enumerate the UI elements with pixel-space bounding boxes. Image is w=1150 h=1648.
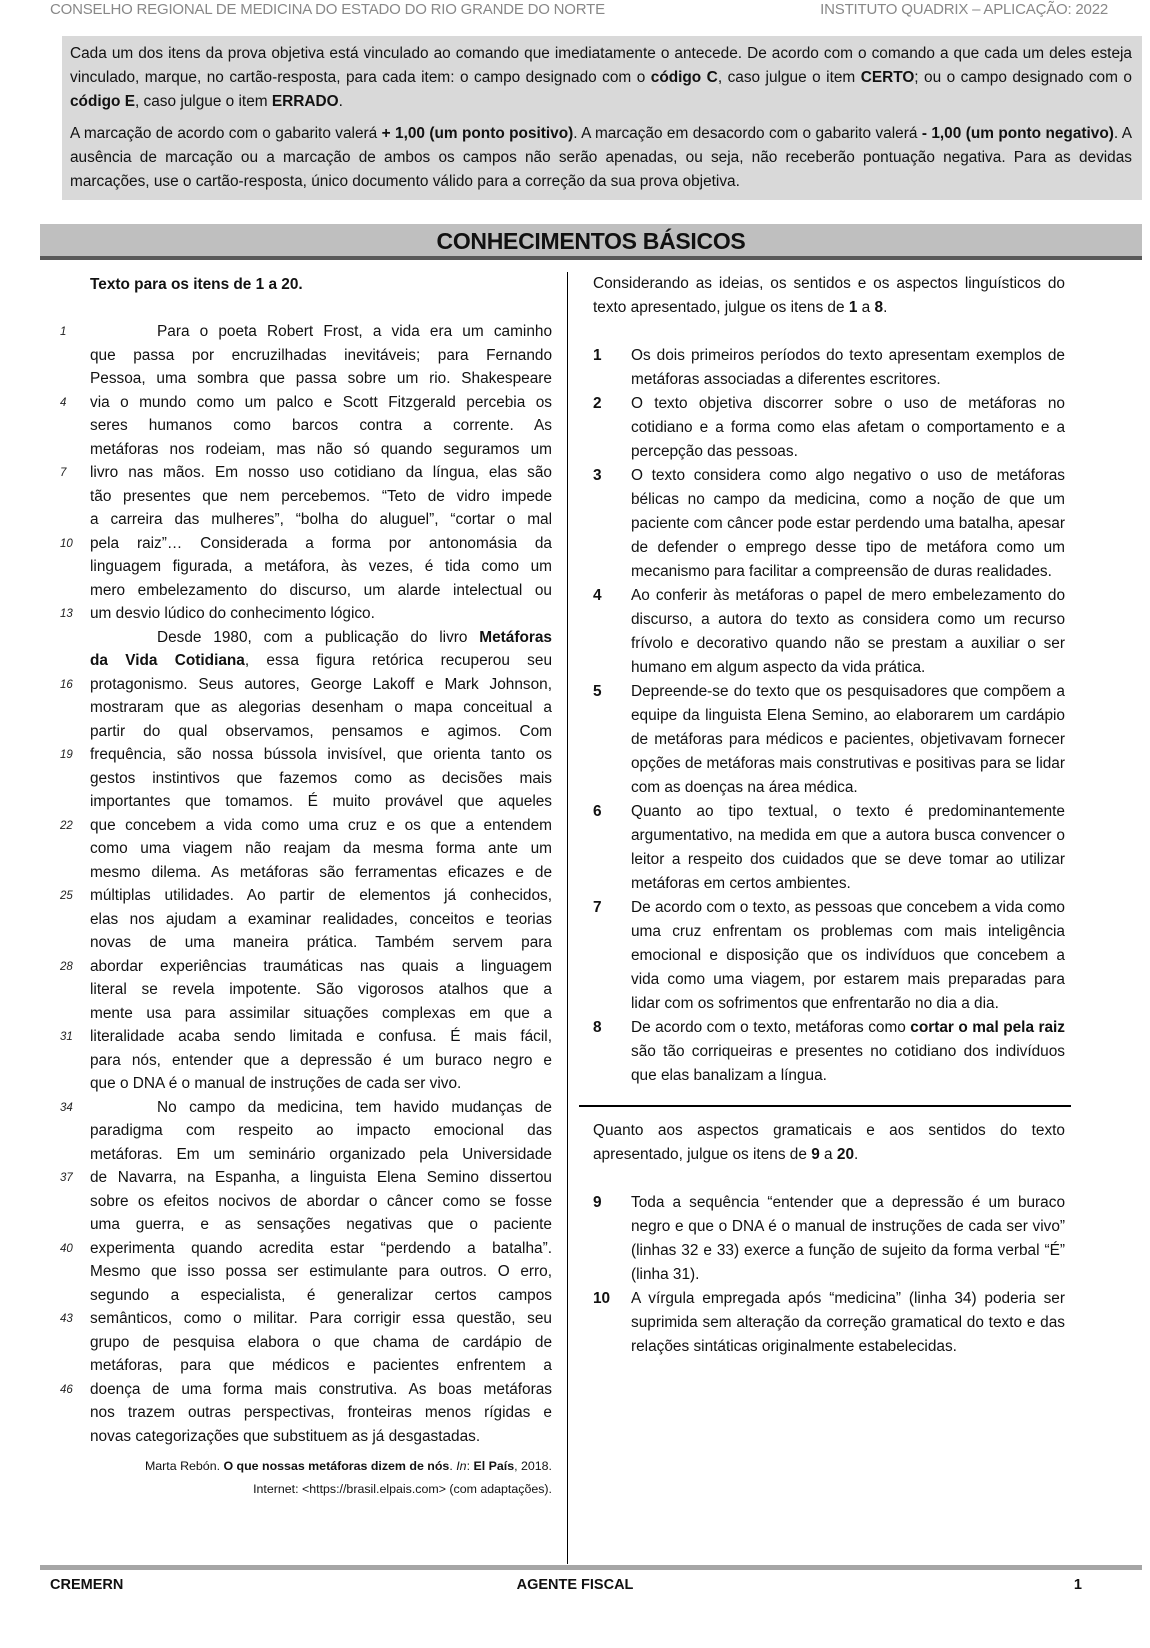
bold-text: da Vida Cotidiana — [90, 652, 245, 669]
text-run: ; ou o campo designado com o — [914, 69, 1132, 86]
text-run: via o mundo como um palco e Scott Fitzgerald percebia os — [90, 393, 552, 411]
line-text — [90, 1331, 552, 1355]
passage-line — [60, 414, 552, 438]
bold-text: código C — [650, 69, 718, 86]
item-text — [631, 1019, 1065, 1084]
passage-line — [60, 696, 552, 720]
passage-line — [60, 438, 552, 462]
text-run: De acordo com o texto, as pessoas que concebem a vida como uma cruz enfrentam os problemas com mais inteligência emocional e disposição que os indivíduos que concebem a vida como uma viagem, por estarem mais preparadas para lidar com os sofrimentos que enfrentarão no dia a dia. — [631, 899, 1065, 1012]
line-text — [90, 1096, 552, 1120]
passage-line — [60, 1425, 552, 1449]
text-run: . — [854, 1146, 859, 1163]
text-run: experimenta quando acredita estar “perdendo a batalha”. — [90, 1239, 552, 1257]
text-run: livro nas mãos. Em nosso uso cotidiano da língua, elas são — [90, 464, 552, 481]
line-number: 25 — [60, 890, 73, 902]
line-text — [90, 1072, 552, 1096]
question-item — [593, 344, 1065, 392]
text-run: a — [857, 299, 875, 316]
line-text — [90, 861, 552, 885]
passage-line — [60, 1002, 552, 1026]
text-run: Pessoa, uma sombra que passa sobre um rio. Shakespeare — [90, 370, 552, 387]
line-text — [90, 720, 552, 744]
text-run: De acordo com o texto, metáforas como — [631, 1019, 911, 1036]
instructions-paragraph-2 — [70, 122, 1132, 194]
text-run: frequência, são nossa bússola invisível, que orienta tanto os — [90, 746, 552, 763]
text-run: uma guerra, e as sensações negativas que o paciente — [90, 1216, 552, 1233]
line-text — [90, 579, 552, 603]
text-run: A marcação de acordo com o gabarito valerá — [70, 125, 382, 142]
line-text — [90, 414, 552, 438]
header-organization: CONSELHO REGIONAL DE MEDICINA DO ESTADO DO RIO GRANDE DO NORTE — [50, 1, 605, 18]
passage-line — [60, 720, 552, 744]
passage-line — [60, 579, 552, 603]
passage-line — [60, 1284, 552, 1308]
passage-line — [60, 461, 552, 485]
line-text — [90, 1166, 552, 1190]
passage-line — [60, 1096, 552, 1120]
line-text — [90, 767, 552, 791]
text-run: de Navarra, na Espanha, a linguista Elena Semino dissertou — [90, 1169, 552, 1186]
passage-text — [60, 320, 552, 1448]
text-run: Quanto ao tipo textual, o texto é predominantemente argumentativo, na medida em que a autora busca convencer o leitor a respeito dos cuidados que se deve tomar ao utilizar metáforas em certos ambientes. — [631, 803, 1065, 892]
line-number: 16 — [60, 678, 73, 691]
passage-line — [60, 555, 552, 579]
item-text — [631, 803, 1065, 892]
text-run: , caso julgue o item — [134, 93, 272, 110]
item-number: 2 — [593, 395, 602, 412]
questions-column — [593, 272, 1065, 1359]
line-text — [90, 837, 552, 861]
line-number: 7 — [60, 467, 67, 479]
line-text — [90, 320, 552, 344]
item-number: 3 — [593, 467, 602, 484]
bold-text: código E — [70, 93, 135, 110]
question-item — [593, 800, 1065, 896]
question-item — [593, 1191, 1065, 1287]
text-run: são tão corriqueiras e presentes no cotidiano dos indivíduos que elas banalizam a língua. — [631, 1043, 1065, 1084]
text-run: doença de uma forma mais construtiva. As boas metáforas — [90, 1380, 552, 1398]
text-run: um desvio lúdico do conhecimento lógico. — [90, 605, 375, 622]
passage-line — [60, 931, 552, 955]
passage-line — [60, 837, 552, 861]
text-run: Ao conferir às metáforas o papel de mero embelezamento do discurso, a autora do texto as considera como um recurso frívolo e decorativo quando não se prestam a auxiliar o ser humano em algum aspecto da vida prática. — [631, 587, 1065, 676]
passage-line — [60, 673, 552, 697]
passage-line — [60, 790, 552, 814]
text-run: elas nos ajudam a examinar realidades, conceitos e teorias — [90, 910, 552, 928]
bold-text: Metáforas — [479, 628, 552, 646]
passage-line — [60, 814, 552, 838]
bold-text: + 1,00 (um ponto positivo) — [381, 125, 574, 142]
text-run: partir do qual observamos, pensamos e agimos. Com — [90, 722, 552, 740]
line-text — [90, 532, 552, 556]
item-number: 5 — [593, 683, 602, 700]
bold-text: 1 — [848, 299, 858, 316]
text-run: Os dois primeiros períodos do texto apresentam exemplos de metáforas associadas a diferentes escritores. — [631, 347, 1065, 388]
text-run: pela raiz”… Considerada a forma por antonomásia da — [90, 534, 552, 552]
text-run: , essa figura retórica recuperou seu — [244, 652, 552, 669]
passage-line — [60, 626, 552, 650]
text-run: mesmo dilema. As metáforas são ferramentas eficazes e de — [90, 863, 552, 881]
passage-line — [60, 978, 552, 1002]
text-run: literalidade acaba sendo limitada e confusa. É mais fácil, — [90, 1028, 552, 1045]
passage-line — [60, 955, 552, 979]
text-run: metáforas, para que médicos e pacientes enfrentem a — [90, 1357, 552, 1374]
passage-line — [60, 391, 552, 415]
passage-line — [60, 485, 552, 509]
bold-text: El País — [473, 1459, 515, 1473]
line-number: 1 — [60, 326, 67, 338]
question-item — [593, 584, 1065, 680]
text-run: Cada um dos itens da prova objetiva está vinculado ao comando que imediatamente o antecede. De acordo com o comando a que cada um deles esteja vinculado, marque, no cartão-resposta, para cada item: o campo designado com o — [70, 45, 1132, 86]
text-run: . — [338, 93, 343, 110]
text-run: . — [883, 299, 888, 316]
passage-line — [60, 1378, 552, 1402]
text-run: que concebem a vida como uma cruz e os que a entendem — [90, 816, 552, 834]
text-run: metáforas. Em um seminário organizado pela Universidade — [90, 1145, 552, 1163]
text-run: Desde 1980, com a publicação do livro — [157, 628, 480, 646]
text-run: , caso julgue o item — [717, 69, 861, 86]
question-item — [593, 1287, 1065, 1359]
line-text — [90, 1119, 552, 1143]
item-text — [631, 587, 1065, 676]
text-run: Marta Rebón. — [144, 1459, 224, 1473]
text-run: que o DNA é o manual de instruções de cada ser vivo. — [90, 1075, 462, 1092]
text-run: tão presentes que nem percebemos. “Teto de vidro impede — [90, 487, 552, 505]
line-text — [90, 743, 552, 767]
text-run: para nós, entender que a depressão é um buraco negro e — [90, 1051, 552, 1069]
footer-position: AGENTE FISCAL — [516, 1577, 634, 1593]
text-run: . — [449, 1459, 457, 1473]
line-number: 37 — [60, 1172, 73, 1184]
passage-line — [60, 1072, 552, 1096]
line-text — [90, 1143, 552, 1167]
line-text — [90, 367, 552, 391]
text-run: O texto considera como algo negativo o uso de metáforas bélicas no campo da medicina, como a noção de que um paciente com câncer pode estar perdendo uma batalha, apesar de defender o emprego desse tipo de metáfora como um mecanismo para facilitar a compreensão de duras realidades. — [631, 467, 1065, 580]
item-number: 6 — [593, 803, 602, 820]
line-text — [90, 1025, 552, 1049]
passage-line — [60, 320, 552, 344]
passage-line — [60, 1331, 552, 1355]
bold-text: O que nossas metáforas dizem de nós — [223, 1459, 450, 1473]
passage-line — [60, 1213, 552, 1237]
text-run: mero embelezamento do discurso, um alarde intelectual ou — [90, 581, 552, 599]
line-text — [90, 1401, 552, 1425]
passage-line — [60, 1260, 552, 1284]
text-run: , 2018. — [514, 1459, 552, 1473]
text-run: grupo de pesquisa elabora o que chama de cardápio de — [90, 1333, 552, 1351]
passage-line — [60, 1119, 552, 1143]
block1-command — [593, 272, 1065, 320]
block1-items — [593, 344, 1065, 1088]
line-text — [90, 508, 552, 532]
item-text — [631, 1194, 1065, 1283]
passage-line — [60, 1049, 552, 1073]
passage-line — [60, 344, 552, 368]
text-run: Quanto aos aspectos gramaticais e aos sentidos do texto apresentado, julgue os itens de — [593, 1122, 1065, 1163]
text-run: paradigma com respeito ao impacto emocional das — [90, 1122, 552, 1139]
text-run: sobre os efeitos nocivos de abordar o câncer como se fosse — [90, 1192, 552, 1210]
text-run: No campo da medicina, tem havido mudanças de — [157, 1098, 552, 1116]
text-run: . A ausência de marcação ou a marcação de ambos os campos não serão apenadas, ou seja, não receberão pontuação negativa. Para as devidas marcações, use o cartão-resposta, único documento válido para a correção da sua prova objetiva. — [70, 125, 1132, 190]
question-item — [593, 1016, 1065, 1088]
text-run: literal se revela impotente. São vigorosos atalhos que a — [90, 981, 552, 998]
text-run: múltiplas utilidades. Ao partir de elementos já conhecidos, — [90, 887, 552, 904]
line-text — [90, 814, 552, 838]
line-text — [90, 1284, 552, 1308]
block2-command — [593, 1119, 1065, 1167]
line-text — [90, 673, 552, 697]
text-run: Toda a sequência “entender que a depressão é um buraco negro e que o DNA é o manual de instruções de cada ser vivo” (linhas 32 e 33) exerce a função de sujeito da forma verbal “É” (linha 31). — [631, 1194, 1065, 1283]
line-number: 40 — [60, 1242, 73, 1255]
line-text — [90, 696, 552, 720]
item-number: 8 — [593, 1019, 602, 1036]
line-text — [90, 1190, 552, 1214]
passage-citation — [60, 1455, 552, 1501]
header-exam-info: INSTITUTO QUADRIX – APLICAÇÃO: 2022 — [820, 1, 1108, 18]
line-text — [90, 1049, 552, 1073]
passage-line — [60, 1401, 552, 1425]
line-text — [90, 1260, 552, 1284]
line-text — [90, 555, 552, 579]
text-run: Mesmo que isso possa ser estimulante para outros. O erro, — [90, 1263, 552, 1280]
column-divider — [567, 272, 568, 1564]
text-run: mente usa para assimilar situações complexas em que a — [90, 1004, 552, 1022]
bold-text: cortar o mal pela raiz — [910, 1019, 1065, 1036]
text-run: novas categorizações que substituem as já desgastadas. — [90, 1427, 481, 1445]
footer-rule — [40, 1565, 1142, 1570]
item-text — [631, 395, 1065, 460]
passage-line — [60, 1025, 552, 1049]
line-text — [90, 344, 552, 368]
text-run: nos trazem outras perspectivas, fronteiras menos rígidas e — [90, 1404, 552, 1421]
line-number: 19 — [60, 749, 73, 761]
passage-line — [60, 1307, 552, 1331]
text-run: Para o poeta Robert Frost, a vida era um caminho — [157, 323, 552, 340]
passage-line — [60, 532, 552, 556]
block2-items — [593, 1191, 1065, 1359]
passage-line — [60, 1237, 552, 1261]
page-header — [0, 0, 1150, 22]
text-run: a carreira das mulheres”, “bolha do aluguel”, “cortar o mal — [90, 511, 552, 528]
line-text — [90, 602, 552, 626]
line-text — [90, 931, 552, 955]
instructions-box — [62, 36, 1142, 200]
passage-line — [60, 508, 552, 532]
text-run: metáforas nos rodeiam, mas não só quando seguramos um — [90, 440, 552, 458]
line-number: 28 — [60, 960, 73, 973]
line-text — [90, 884, 552, 908]
line-text — [90, 1307, 552, 1331]
item-text — [631, 1290, 1065, 1355]
text-run: importantes que tomamos. É muito provável que aqueles — [90, 793, 552, 810]
bold-text: 20 — [836, 1146, 855, 1163]
question-item — [593, 464, 1065, 584]
item-number: 1 — [593, 347, 602, 364]
text-run: seres humanos como barcos contra a corrente. As — [90, 417, 552, 434]
line-text — [90, 1237, 552, 1261]
item-text — [631, 347, 1065, 388]
line-number: 10 — [60, 537, 73, 550]
text-run: novas de uma maneira prática. Também servem para — [90, 934, 552, 951]
question-item — [593, 896, 1065, 1016]
line-text — [90, 790, 552, 814]
text-run: : — [466, 1459, 474, 1473]
bold-text: CERTO — [860, 69, 915, 86]
item-number: 4 — [593, 587, 602, 604]
text-run: abordar experiências traumáticas nas quais a linguagem — [90, 957, 552, 975]
text-run: mostraram que as alegorias desenham o mapa conceitual a — [90, 699, 552, 716]
line-text — [90, 1213, 552, 1237]
line-number: 46 — [60, 1383, 73, 1396]
passage-line — [60, 861, 552, 885]
line-text — [90, 438, 552, 462]
text-run: Considerando as ideias, os sentidos e os aspectos linguísticos do texto apresentado, julgue os itens de — [593, 275, 1065, 316]
passage-line — [60, 649, 552, 673]
line-number: 13 — [60, 608, 73, 620]
item-text — [631, 467, 1065, 580]
passage-line — [60, 1143, 552, 1167]
text-run: como uma viagem não reajam da mesma forma ante um — [90, 840, 552, 857]
text-run: linguagem figurada, a metáfora, às vezes, é tida como um — [90, 558, 552, 575]
passage-line — [60, 602, 552, 626]
line-text — [90, 978, 552, 1002]
line-number: 31 — [60, 1031, 73, 1043]
bold-text: ERRADO — [271, 93, 339, 110]
line-text — [90, 391, 552, 415]
passage-line — [60, 367, 552, 391]
passage-line — [60, 908, 552, 932]
line-text — [90, 1425, 552, 1449]
instructions-paragraph-1 — [70, 42, 1132, 114]
item-number: 9 — [593, 1194, 602, 1211]
line-text — [90, 908, 552, 932]
line-number: 34 — [60, 1101, 73, 1114]
item-number: 10 — [593, 1290, 611, 1307]
text-run: segundo a especialista, é generalizar certos campos — [90, 1286, 552, 1304]
line-number: 43 — [60, 1313, 73, 1325]
line-text — [90, 955, 552, 979]
section-title: CONHECIMENTOS BÁSICOS — [40, 224, 1142, 260]
italic-text: In — [456, 1459, 467, 1473]
question-item — [593, 392, 1065, 464]
text-run: A vírgula empregada após “medicina” (linha 34) poderia ser suprimida sem alteração da correção gramatical do texto e das relações sintáticas originalmente estabelecidas. — [631, 1290, 1065, 1355]
question-item — [593, 680, 1065, 800]
text-run: Depreende-se do texto que os pesquisadores que compõem a equipe da linguista Elena Semino, ao elaborarem um cardápio de metáforas para médicos e pacientes, objetivavam fornecer opções de metáforas mais construtivas e positivas para se lidar com as doenças na área médica. — [631, 683, 1065, 796]
line-text — [90, 1378, 552, 1402]
line-text — [90, 1354, 552, 1378]
passage-line — [60, 743, 552, 767]
text-run: a — [819, 1146, 837, 1163]
passage-line — [60, 1354, 552, 1378]
line-text — [90, 1002, 552, 1026]
citation-source — [60, 1455, 552, 1478]
line-text — [90, 461, 552, 485]
bold-text: 8 — [874, 299, 884, 316]
passage-line — [60, 884, 552, 908]
text-run: protagonismo. Seus autores, George Lakoff e Mark Johnson, — [90, 675, 552, 693]
page-number: 1 — [1073, 1577, 1082, 1593]
passage-line — [60, 1190, 552, 1214]
footer-org: CREMERN — [50, 1577, 124, 1593]
line-text — [90, 485, 552, 509]
item-text — [631, 899, 1065, 1012]
bold-text: 9 — [811, 1146, 820, 1163]
text-run: O texto objetiva discorrer sobre o uso de metáforas no cotidiano e a forma como elas afetam o comportamento e a percepção das pessoas. — [631, 395, 1065, 460]
item-number: 7 — [593, 899, 602, 916]
passage-line — [60, 1166, 552, 1190]
line-text — [90, 649, 552, 673]
block-separator — [579, 1105, 1071, 1107]
text-run: semânticos, como o militar. Para corrigir essa questão, seu — [90, 1310, 552, 1327]
line-text — [90, 626, 552, 650]
citation-url: Internet: <https://brasil.elpais.com> (com adaptações). — [253, 1482, 552, 1496]
passage-heading: Texto para os itens de 1 a 20. — [90, 276, 303, 293]
text-run: que passa por encruzilhadas inevitáveis; para Fernando — [90, 346, 552, 364]
line-number: 4 — [60, 396, 67, 409]
text-run: . A marcação em desacordo com o gabarito valerá — [573, 125, 922, 142]
bold-text: - 1,00 (um ponto negativo) — [921, 125, 1114, 142]
item-text — [631, 683, 1065, 796]
text-run: gestos instintivos que fazemos como as decisões mais — [90, 769, 552, 787]
line-number: 22 — [60, 819, 73, 832]
passage-line — [60, 767, 552, 791]
